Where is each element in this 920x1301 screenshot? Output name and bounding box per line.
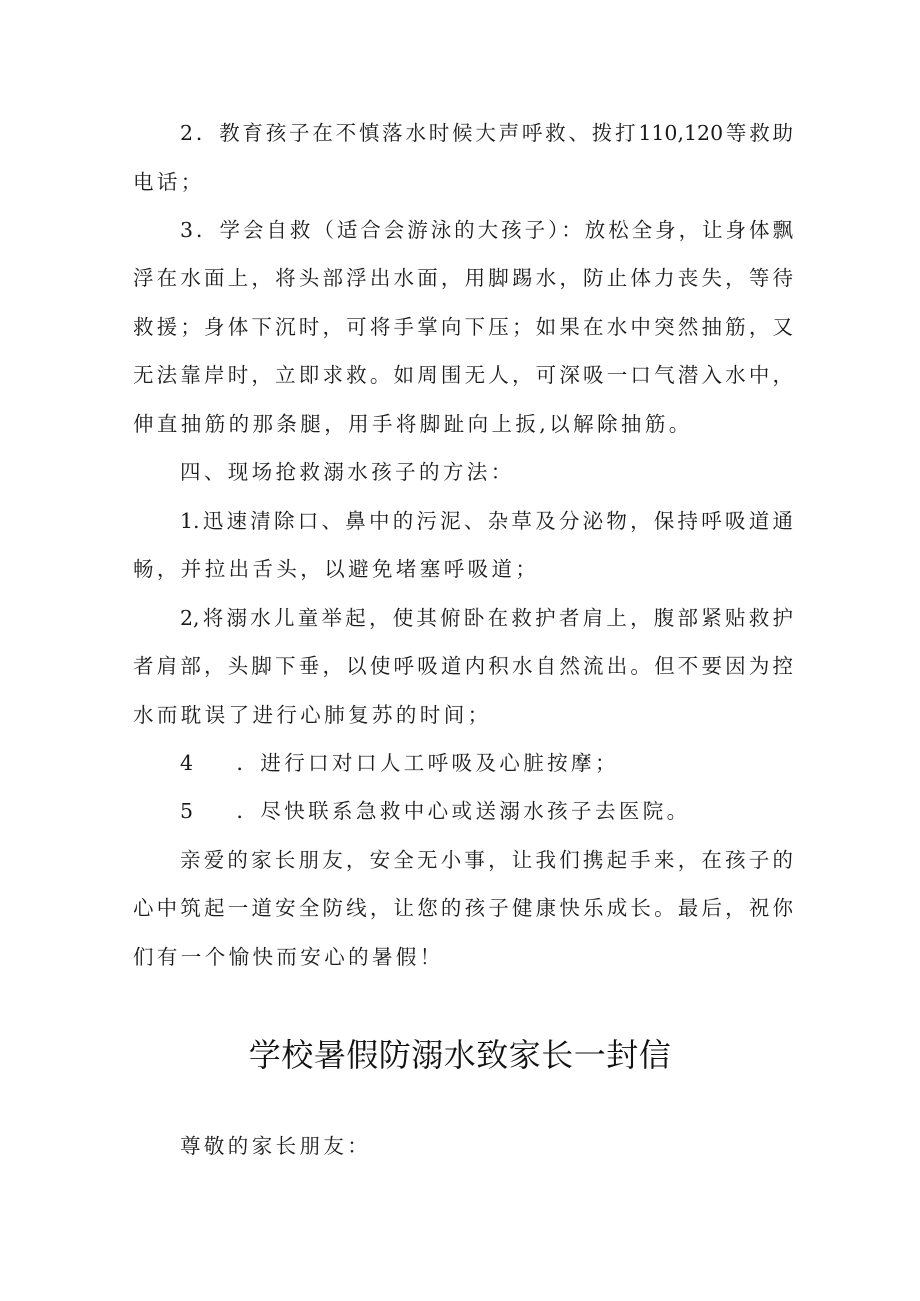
list-number: 5 — [180, 799, 197, 823]
paragraph-line: 浮在水面上，将头部浮出水面，用脚踢水，防止体力丧失，等待 — [133, 266, 793, 290]
paragraph-line: 水而耽误了进行心肺复苏的时间； — [133, 703, 492, 727]
paragraph-line: 者肩部，头脚下垂，以使呼吸道内积水自然流出。但不要因为控 — [133, 654, 793, 678]
list-number: 4 — [180, 751, 197, 775]
salutation: 尊敬的家长朋友： — [180, 1134, 372, 1158]
list-item — [180, 801, 793, 822]
letter-title: 学校暑假防溺水致家长一封信 — [248, 1036, 672, 1074]
list-item — [180, 753, 793, 774]
paragraph-line: 伸直抽筋的那条腿，用手将脚趾向上扳,以解除抽筋。 — [133, 412, 693, 436]
paragraph-line: 亲爱的家长朋友，安全无小事，让我们携起手来，在孩子的 — [180, 848, 793, 872]
paragraph-line: 2．教育孩子在不慎落水时候大声呼救、拨打110,120等救助 — [180, 121, 793, 145]
paragraph-line: 们有一个愉快而安心的暑假！ — [133, 945, 444, 969]
paragraph-line: 无法靠岸时，立即求救。如周围无人，可深吸一口气潜入水中， — [133, 363, 793, 387]
paragraph-line: 2,将溺水儿童举起，使其俯卧在救护者肩上，腹部紧贴救护 — [180, 606, 793, 630]
paragraph-line: 心中筑起一道安全防线，让您的孩子健康快乐成长。最后，祝你 — [133, 896, 793, 920]
section-heading: 四、现场抢救溺水孩子的方法： — [180, 460, 515, 484]
paragraph-line: 1.迅速清除口、鼻中的污泥、杂草及分泌物，保持呼吸道通 — [180, 509, 793, 533]
list-text: ．尽快联系急救中心或送溺水孩子去医院。 — [236, 799, 691, 823]
paragraph-line: 畅，并拉出舌头，以避免堵塞呼吸道； — [133, 557, 540, 581]
paragraph-line: 电话； — [133, 170, 205, 194]
paragraph-line: 3．学会自救（适合会游泳的大孩子）：放松全身，让身体飘 — [180, 218, 793, 242]
paragraph-line: 救援；身体下沉时，可将手掌向下压；如果在水中突然抽筋，又 — [133, 315, 793, 339]
list-text: ．进行口对口人工呼吸及心脏按摩； — [236, 751, 619, 775]
